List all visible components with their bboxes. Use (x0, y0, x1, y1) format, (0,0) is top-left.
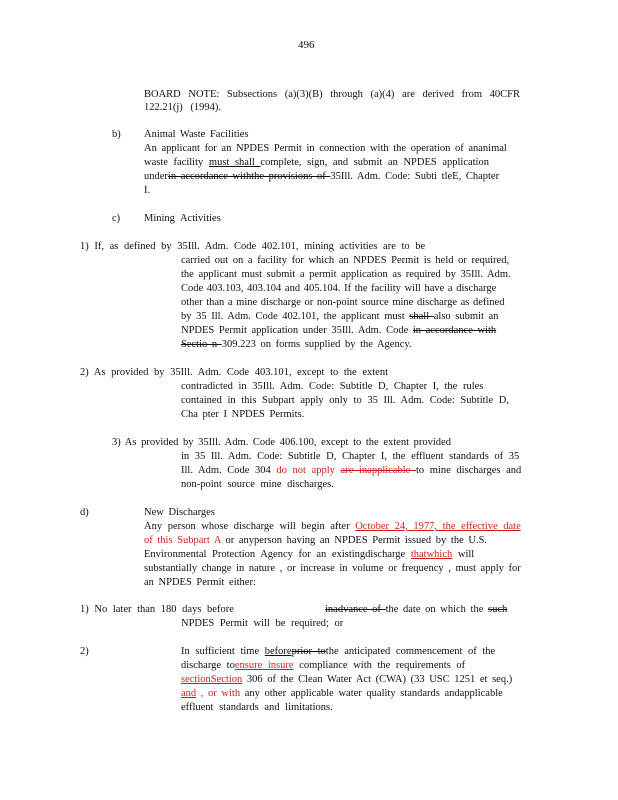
b-text: waste facility (144, 157, 209, 168)
c1-line-6 (181, 310, 498, 324)
b-inserted-must: must shall (208, 157, 261, 168)
d2-text: In sufficient time (181, 646, 265, 657)
section-c-heading: Mining Activities (144, 213, 221, 224)
c1-line-8 (181, 338, 412, 352)
d2-inserted-ensure: ensure (234, 660, 263, 671)
c1-line-3: the applicant must submit a permit application as required by 35Ill. Adm. (181, 269, 511, 280)
d2-inserted-before: before (264, 646, 292, 657)
c1-line-5: other than a mine discharge or non-point source mine discharge as defined (181, 297, 505, 308)
c1-text: NPDES Permit application under 35Ill. Adm. Code (181, 325, 413, 336)
c1-text: also submit an (433, 311, 499, 322)
page-number: 496 (298, 39, 315, 51)
section-b-line-2 (144, 156, 489, 170)
d2-deleted-prior: prior to (291, 646, 326, 657)
d2-text: discharge to (181, 660, 235, 671)
d2-inserted-and: and (181, 688, 197, 699)
section-b-marker: b) (112, 129, 121, 140)
d1-line-2: NPDES Permit will be required; or (181, 618, 344, 629)
c1-line-1: 1) If, as defined by 35Ill. Adm. Code 402.101, mining activities are to be (80, 241, 426, 252)
c3-line-4: non-point source mine discharges. (181, 479, 334, 490)
d-inserted-that: that (410, 549, 427, 560)
d2-text: the anticipated commencement of the (325, 646, 496, 657)
d-text: or anyperson having an NPDES Permit issued by the U.S. (220, 535, 488, 546)
d-line-5: an NPDES Permit either: (144, 577, 256, 588)
d-text: will (452, 549, 475, 560)
c3-line-2: in 35 Ill. Adm. Code: Subtitle D, Chapter I, the effluent standards of 35 (181, 451, 520, 462)
d2-line-1 (181, 645, 495, 659)
section-d-marker: d) (80, 507, 89, 518)
d2-deleted-section: Section (210, 674, 243, 685)
d2-text: compliance with the requirements of (293, 660, 466, 671)
c1-line-2: carried out on a facility for which an NPDES Permit is held or required, (181, 255, 510, 266)
d2-inserted-section: section (181, 674, 211, 685)
section-b-line-3 (144, 170, 499, 184)
d-text: Environmental Protection Agency for an existingdischarge (144, 549, 411, 560)
c2-line-4: Cha pter I NPDES Permits. (181, 409, 305, 420)
d2-line-3 (181, 673, 512, 687)
d2-line-5: effluent standards and limitations. (181, 702, 333, 713)
c2-line-3: contained in this Subpart apply only to 35 Ill. Adm. Code: Subtitle D, (181, 395, 509, 406)
d1-deleted-inadvance: inadvance of (325, 604, 386, 615)
d-line-4: substantially change in nature , or increase in volume or frequency , must apply for (144, 563, 521, 574)
c1-line-7 (181, 324, 496, 338)
section-b-line-4: I. (144, 185, 151, 196)
c3-deleted-text: are inapplicable (340, 465, 416, 476)
section-d-heading: New Discharges (144, 507, 215, 518)
d2-deleted-insure: insure (262, 660, 294, 671)
c1-text: 309.223 on forms supplied by the Agency. (221, 339, 412, 350)
d-line-3 (144, 548, 474, 562)
b-text: complete, sign, and submit an NPDES application (260, 157, 489, 168)
d-inserted-subpart: of this Subpart A (144, 535, 221, 546)
section-b-heading: Animal Waste Facilities (144, 129, 249, 140)
d-inserted-date: October 24, 1977, the effective date (355, 521, 521, 532)
c1-deleted-shall: shall (409, 311, 434, 322)
board-note-line-1: BOARD NOTE: Subsections (a)(3)(B) through (a)(4) are derived from 40CFR (144, 89, 520, 100)
d-deleted-which: which (426, 549, 453, 560)
b-deleted-text: in accordance withthe provisions of (167, 171, 331, 182)
section-c-marker: c) (112, 213, 121, 224)
d2-text: any other applicable water quality standards andapplicable (240, 688, 503, 699)
d2-inserted-or-with: , or with (196, 688, 241, 699)
c1-text: by 35 Ill. Adm. Code 402.101, the applicant must (181, 311, 410, 322)
b-text: under (144, 171, 168, 182)
d1-line-1 (325, 603, 507, 617)
c1-deleted-section: Sectio n (181, 339, 222, 350)
c3-text: to mine discharges and (415, 465, 522, 476)
c2-line-1: 2) As provided by 35Ill. Adm. Code 403.101, except to the extent (80, 367, 388, 378)
d2-marker: 2) (80, 646, 89, 657)
b-text: 35Ill. Adm. Code: Subti tleE, Chapter (330, 171, 500, 182)
c2-line-2: contradicted in 35Ill. Adm. Code: Subtitle D, Chapter I, the rules (181, 381, 484, 392)
board-note-line-2: 122.21(j) (1994). (144, 102, 222, 113)
c3-inserted-text: do not apply (276, 465, 341, 476)
d-line-2 (144, 534, 487, 548)
d2-line-4 (181, 687, 503, 701)
d-line-1 (144, 520, 521, 534)
d1-marker: 1) No later than 180 days before (80, 604, 234, 615)
c3-line-1: 3) As provided by 35Ill. Adm. Code 406.100, except to the extent provided (112, 437, 451, 448)
d1-text: the date on which the (385, 604, 488, 615)
d2-text: 306 of the Clean Water Act (CWA) (33 USC 1251 et seq.) (242, 674, 513, 685)
d2-line-2 (181, 659, 465, 673)
c1-deleted-text: in accordance with (412, 325, 497, 336)
d-text: Any person whose discharge will begin after (144, 521, 356, 532)
d1-deleted-such: such (488, 604, 508, 615)
c3-line-3 (181, 464, 521, 478)
c1-line-4: Code 403.103, 403.104 and 405.104. If the facility will have a discharge (181, 283, 497, 294)
c3-text: Ill. Adm. Code 304 (181, 465, 277, 476)
section-b-line-1: An applicant for an NPDES Permit in connection with the operation of ananimal (144, 143, 507, 154)
